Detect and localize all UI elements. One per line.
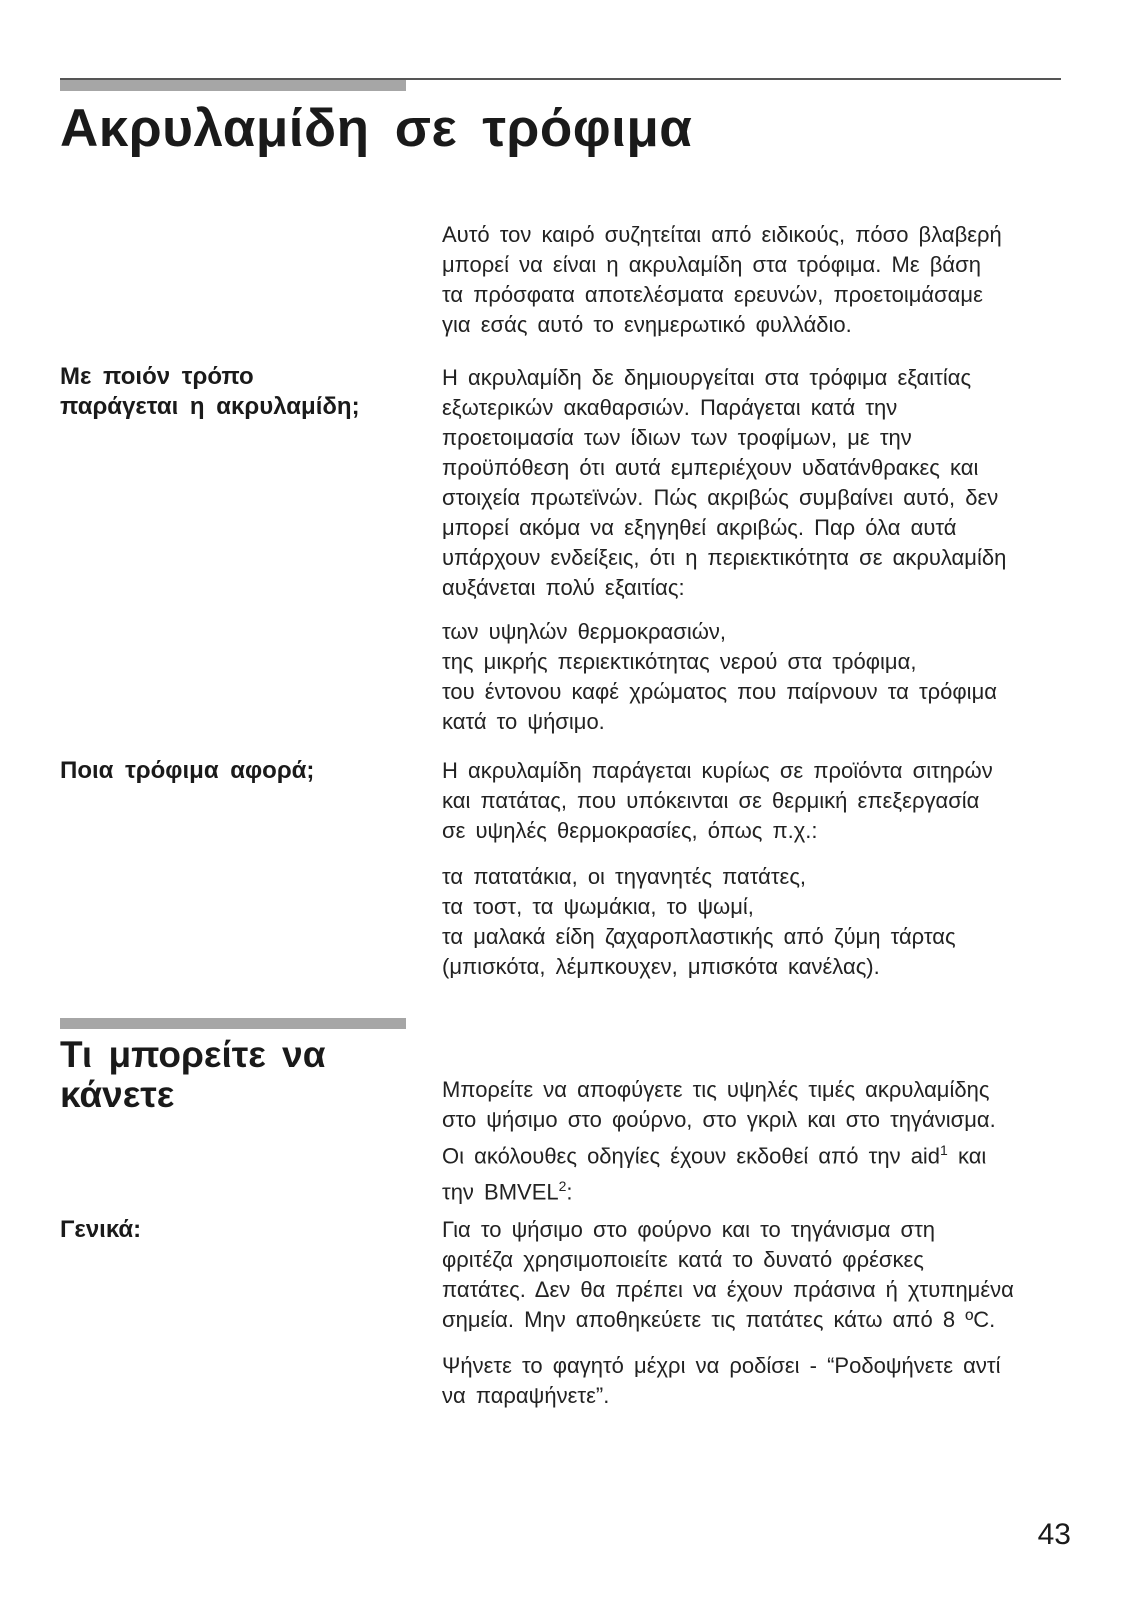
section-title-what-you-can-do: Τι μπορείτε να κάνετε (60, 1034, 326, 1115)
label-which-foods: Ποια τρόφιμα αφορά; (60, 757, 315, 784)
paragraph-general-1: Για το ψήσιμο στο φούρνο και το τηγάνισμα στη φριτέζα χρησιμοποιείτε κατά το δυνατό φρέσκες πατάτες. Δεν θα πρέπει να έχουν πράσινα ή χτυπημένα σημεία. Μην αποθηκεύετε τις πατάτες κάτω από 8 ºC. (442, 1217, 1014, 1332)
list-foods: τα πατατάκια, οι τηγανητές πατάτες, τα τοστ, τα ψωμάκια, το ψωμί, τα μαλακά είδη ζαχαροπλαστικής από ζύμη τάρτας (μπισκότα, λέμπκουχεν, μπισκότα κανέλας). (442, 864, 956, 979)
list-causes: των υψηλών θερμοκρασιών, της μικρής περιεκτικότητας νερού στα τρόφιμα, του έντονου καφέ χρώματος που παίρνουν τα τρόφιμα κατά το ψήσιμο. (442, 619, 997, 734)
paragraph-what-you-can-do (442, 1075, 1082, 1208)
paragraph-which-foods: Η ακρυλαμίδη παράγεται κυρίως σε προϊόντα σιτηρών και πατάτας, που υπόκεινται σε θερμική επεξεργασία σε υψηλές θερμοκρασίες, όπως π.χ.: (442, 758, 993, 843)
what-you-can-do-text-2: και την BMVEL (442, 1143, 987, 1205)
paragraph-how-produced: Η ακρυλαμίδη δε δημιουργείται στα τρόφιμα εξαιτίας εξωτερικών ακαθαρσιών. Παράγεται κατά την προετοιμασία των ίδιων των τροφίμων, με την προϋπόθεση ότι αυτά εμπεριέχουν υδατάνθρακες και στοιχεία πρωτεϊνών. Πώς ακριβώς συμβαίνει αυτό, δεν μπορεί ακόμα να εξηγηθεί ακριβώς. Παρ όλα αυτά υπάρχουν ενδείξεις, ότι η περιεκτικότητα σε ακρυλαμίδη αυξάνεται πολύ εξαιτίας: (442, 365, 1007, 600)
title-accent-bar (60, 80, 406, 91)
what-you-can-do-text-1: Μπορείτε να αποφύγετε τις υψηλές τιμές ακρυλαμίδης στο ψήσιμο στο φούρνο, στο γκριλ και στο τηγάνισμα. Οι ακόλουθες οδηγίες έχουν εκδοθεί από την aid (442, 1077, 996, 1169)
footnote-marker-1: 1 (940, 1142, 948, 1158)
intro-paragraph: Αυτό τον καιρό συζητείται από ειδικούς, πόσο βλαβερή μπορεί να είναι η ακρυλαμίδη στα τρόφιμα. Με βάση τα πρόσφατα αποτελέσματα ερευνών, προετοιμάσαμε για εσάς αυτό το ενημερωτικό φυλλάδιο. (442, 222, 1002, 337)
footnote-marker-2: 2 (558, 1178, 567, 1195)
label-general: Γενικά: (60, 1216, 142, 1243)
label-how-produced: Με ποιόν τρόπο παράγεται η ακρυλαμίδη; (60, 363, 360, 420)
page-number: 43 (1037, 1518, 1071, 1551)
section-accent-bar (60, 1018, 406, 1029)
page-title: Ακρυλαμίδη σε τρόφιμα (60, 99, 693, 158)
what-you-can-do-text-3: : (566, 1179, 573, 1205)
paragraph-general-2: Ψήνετε το φαγητό μέχρι να ροδίσει - “Ροδοψήνετε αντί να παραψήνετε”. (442, 1353, 1001, 1408)
